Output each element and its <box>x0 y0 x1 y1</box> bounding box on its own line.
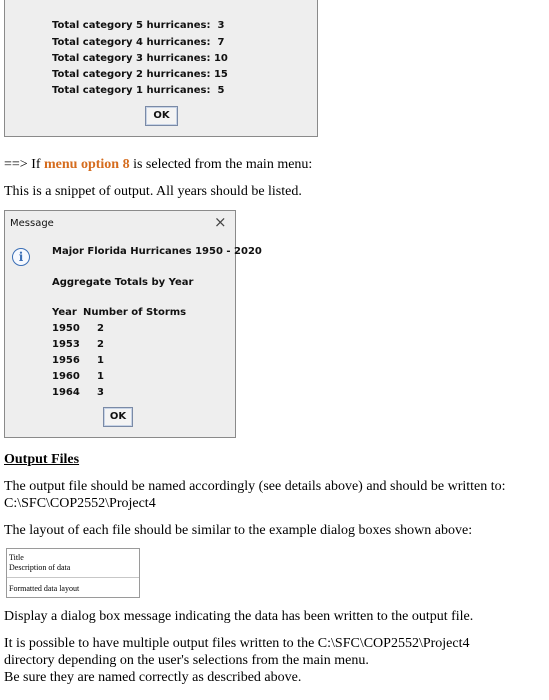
snippet-note: This is a snippet of output. All years should be listed. <box>4 184 302 199</box>
section-heading: Output Files <box>4 452 80 467</box>
row-count: 2 <box>97 339 104 350</box>
ok-button[interactable]: OK <box>103 407 133 427</box>
multiple-files-line-3: Be sure they are named correctly as described above. <box>4 670 302 685</box>
output-path-line-1: The output file should be named accordingly (see details above) and should be written to: <box>4 479 506 494</box>
report-heading: Major Florida Hurricanes 1950 - 2020 <box>52 246 262 257</box>
multiple-files-line-2: directory depending on the user's selections from the main menu. <box>4 653 369 668</box>
box-divider <box>7 577 139 578</box>
totals-dialog <box>4 0 318 137</box>
output-path-line-2: C:\SFC\COP2552\Project4 <box>4 496 156 511</box>
report-subheading: Aggregate Totals by Year <box>52 277 194 288</box>
if-text: If <box>27 157 45 172</box>
total-category-3-line: Total category 3 hurricanes: 10 <box>52 53 228 64</box>
row-year: 1956 <box>52 355 80 366</box>
menu-option-text: menu option 8 <box>44 157 130 172</box>
row-count: 2 <box>97 323 104 334</box>
box-title: Title <box>9 553 24 562</box>
row-count: 3 <box>97 387 104 398</box>
row-year: 1950 <box>52 323 80 334</box>
row-count: 1 <box>97 371 104 382</box>
info-icon: i <box>12 248 30 266</box>
close-icon[interactable]: × <box>214 213 227 231</box>
box-formatted-layout: Formatted data layout <box>9 584 80 593</box>
row-count: 1 <box>97 355 104 366</box>
menu-option-rest: is selected from the main menu: <box>129 157 313 172</box>
arrow-text: ==> <box>4 157 28 172</box>
ok-button[interactable]: OK <box>145 106 178 126</box>
confirmation-note: Display a dialog box message indicating the data has been written to the output file. <box>4 609 474 624</box>
message-dialog <box>4 210 262 438</box>
column-header-storms: Number of Storms <box>83 307 187 318</box>
multiple-files-line-1: It is possible to have multiple output files written to the C:\SFC\COP2552\Project4 <box>4 636 470 651</box>
layout-example-box <box>6 548 140 598</box>
total-category-1-line: Total category 1 hurricanes: 5 <box>52 85 225 96</box>
row-year: 1960 <box>52 371 80 382</box>
total-category-5-line: Total category 5 hurricanes: 3 <box>52 20 225 31</box>
dialog-title: Message <box>10 218 54 229</box>
total-category-2-line: Total category 2 hurricanes: 15 <box>52 69 228 80</box>
row-year: 1953 <box>52 339 80 350</box>
row-year: 1964 <box>52 387 80 398</box>
column-header-year: Year <box>52 307 77 318</box>
menu-option-line <box>4 156 312 174</box>
box-description: Description of data <box>9 563 71 572</box>
total-category-4-line: Total category 4 hurricanes: 7 <box>52 37 225 48</box>
layout-note: The layout of each file should be similar to the example dialog boxes shown above: <box>4 523 473 538</box>
